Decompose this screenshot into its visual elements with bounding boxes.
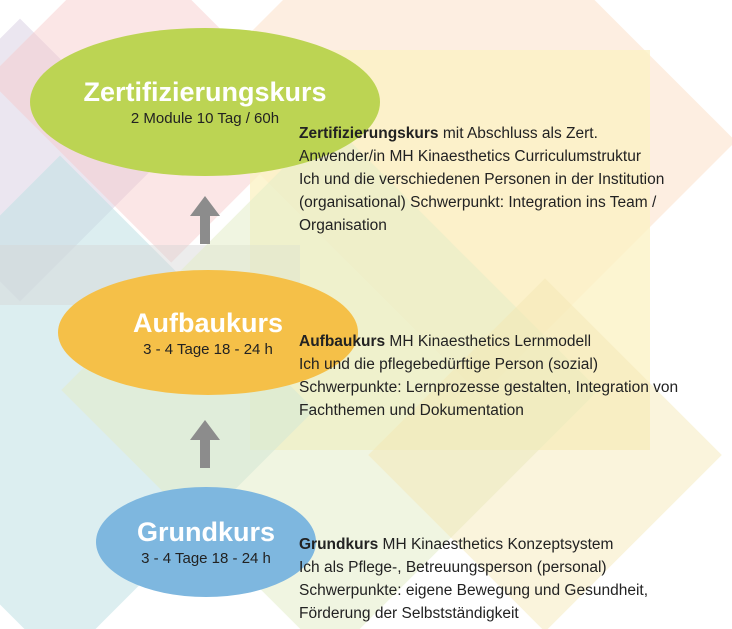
description-heading: [299, 533, 648, 556]
arrow-up-icon: [190, 420, 220, 468]
description-rest: MH Kinaesthetics Lernmodell: [385, 333, 592, 350]
description-line: (organisational) Schwerpunkt: Integration ins Team /: [299, 194, 657, 211]
description-heading: [299, 330, 678, 353]
aufbaukurs-title: Aufbaukurs: [132, 307, 284, 338]
description-line: Anwender/in MH Kinaesthetics Curriculumstruktur: [299, 148, 641, 165]
zertifizierungskurs-duration: 2 Module 10 Tag / 60h: [130, 110, 280, 127]
aufbaukurs-description: [299, 330, 678, 422]
description-line: Schwerpunkte: eigene Bewegung und Gesundheit,: [299, 582, 648, 599]
description-line: Schwerpunkte: Lernprozesse gestalten, Integration von: [299, 379, 679, 396]
description-line: Förderung der Selbstständigkeit: [299, 605, 519, 622]
description-bold: Aufbaukurs: [299, 333, 386, 350]
description-line: Fachthemen und Dokumentation: [299, 402, 524, 419]
description-line: Ich und die verschiedenen Personen in der Institution: [299, 171, 665, 188]
arrow-up-icon: [190, 196, 220, 244]
zertifizierungskurs-title: Zertifizierungskurs: [83, 77, 327, 107]
description-line: Ich als Pflege-, Betreuungsperson (personal): [299, 559, 607, 576]
description-rest: MH Kinaesthetics Konzeptsystem: [378, 536, 614, 553]
description-line: Organisation: [299, 217, 387, 234]
aufbaukurs-duration: 3 - 4 Tage 18 - 24 h: [143, 340, 273, 358]
grundkurs-description: [299, 533, 648, 625]
description-rest: mit Abschluss als Zert.: [438, 125, 598, 142]
grundkurs-duration: 3 - 4 Tage 18 - 24 h: [141, 550, 271, 567]
description-bold: Grundkurs: [299, 536, 379, 553]
description-bold: Zertifizierungskurs: [299, 125, 439, 142]
zertifizierungskurs-description: [299, 122, 664, 237]
grundkurs-ellipse: [96, 487, 316, 597]
description-line: Ich und die pflegebedürftige Person (sozial): [299, 356, 598, 373]
grundkurs-title: Grundkurs: [136, 517, 276, 547]
description-heading: [299, 122, 664, 145]
